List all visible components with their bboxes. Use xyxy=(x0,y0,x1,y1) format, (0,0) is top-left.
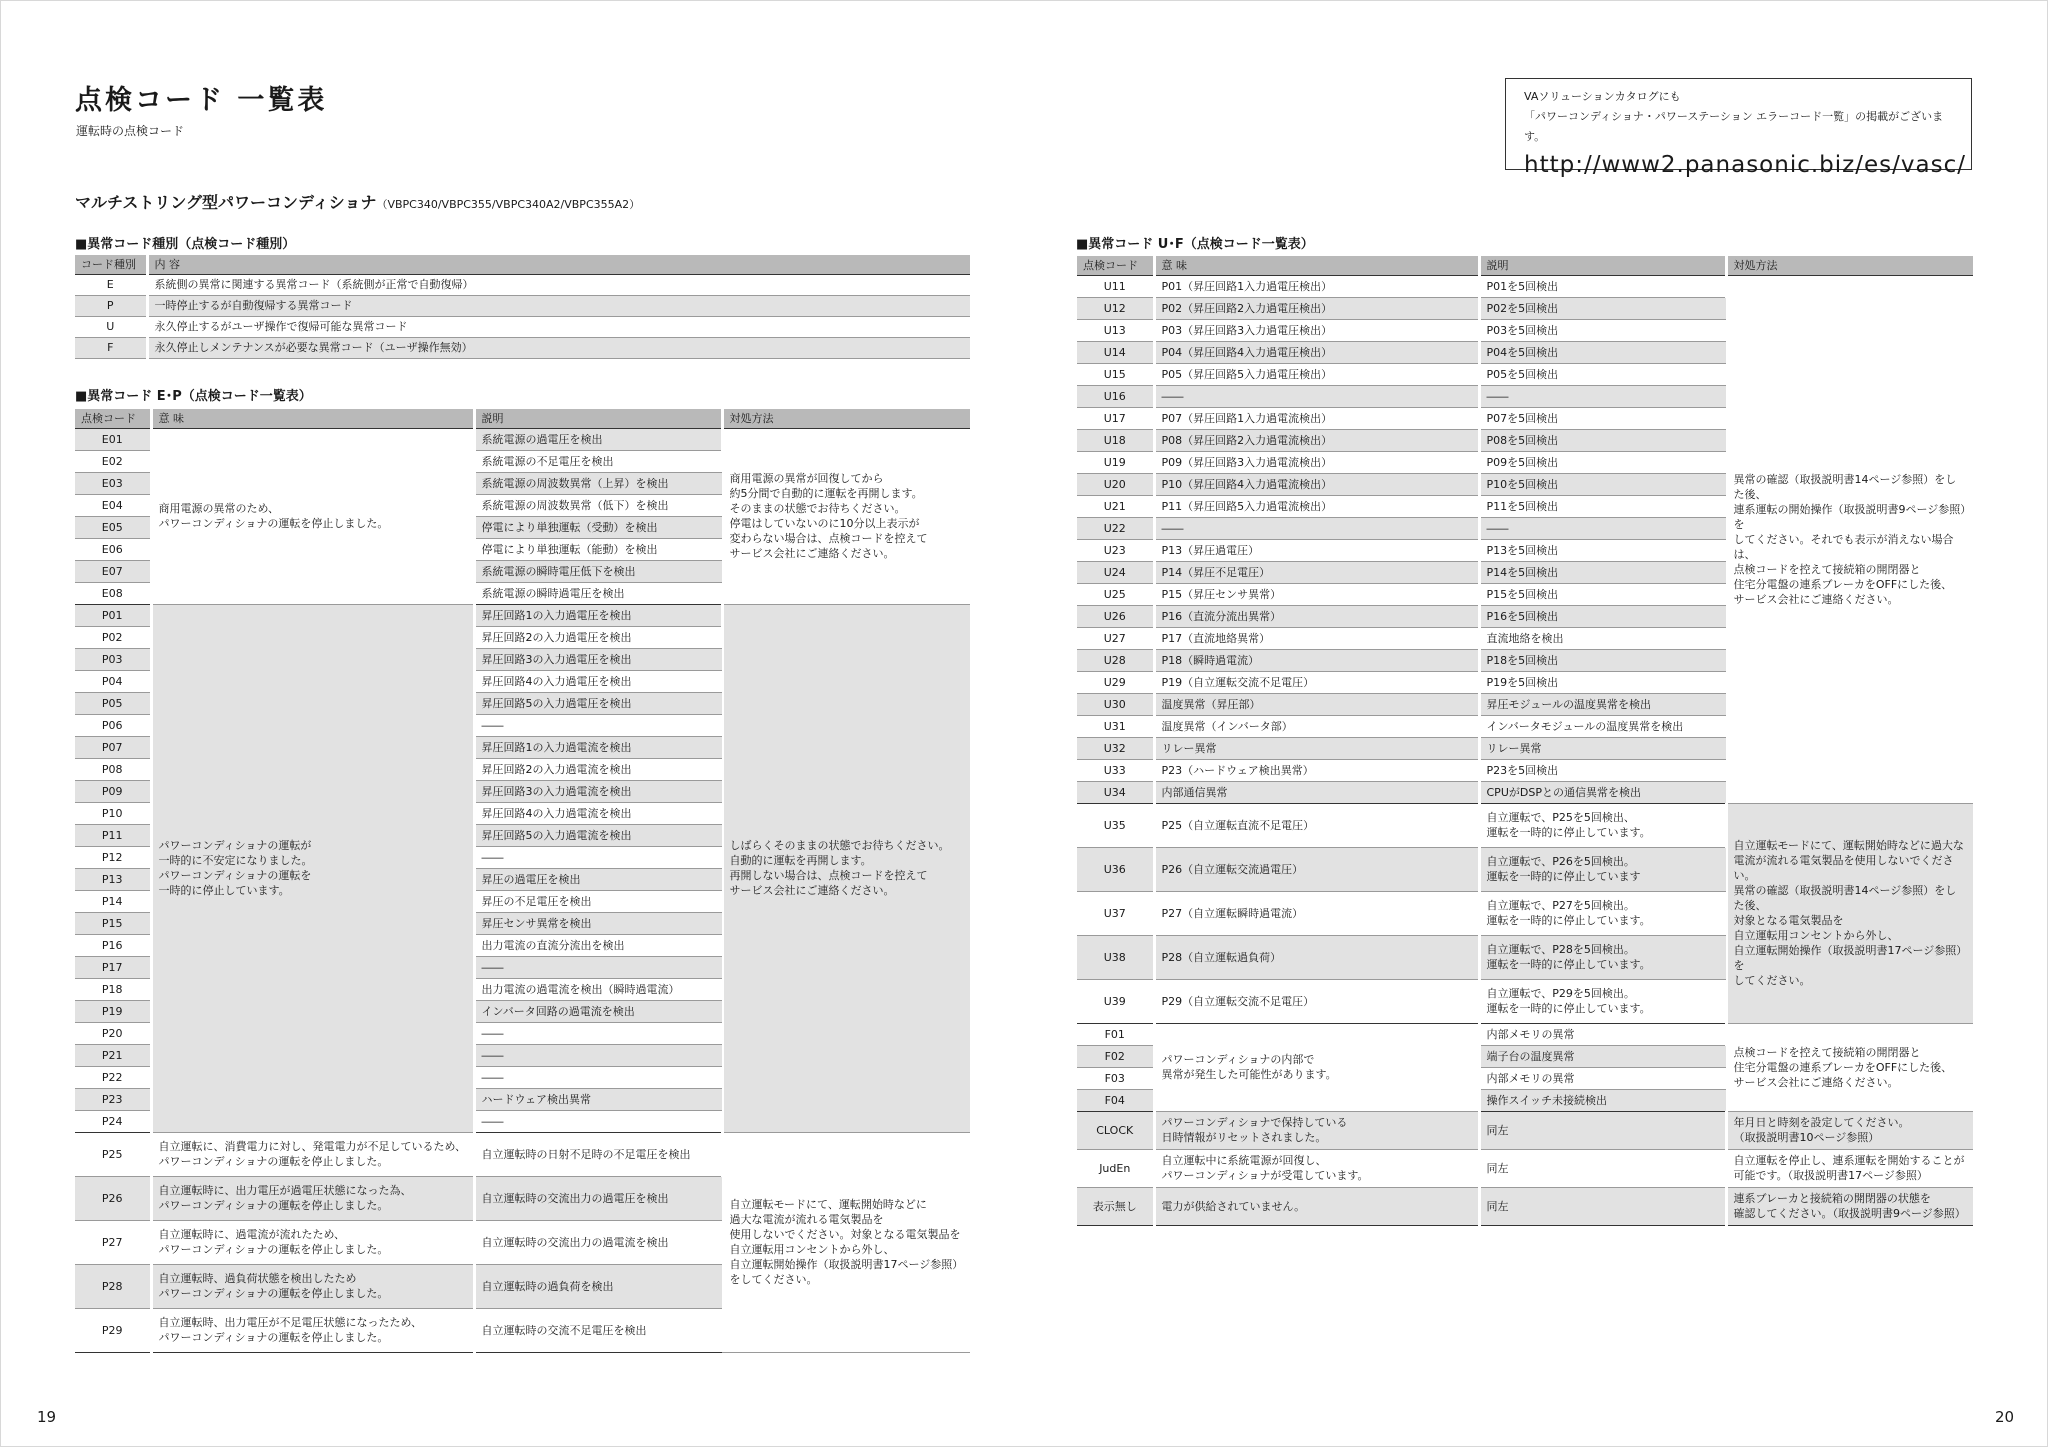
uf-code: 表示無し xyxy=(1077,1187,1154,1225)
uf-meaning: P04（昇圧回路4入力過電圧検出） xyxy=(1154,341,1479,363)
uf-code: U38 xyxy=(1077,935,1154,979)
ep-code: E02 xyxy=(75,450,151,472)
uf-code: U29 xyxy=(1077,671,1154,693)
ep-explanation: ―― xyxy=(474,1066,722,1088)
catalog-url[interactable]: http://www2.panasonic.biz/es/vasc/ xyxy=(1524,152,1966,178)
uf-meaning: P07（昇圧回路1入力過電流検出） xyxy=(1154,407,1479,429)
kind-content: 永久停止するがユーザ操作で復帰可能な異常コード xyxy=(147,316,970,337)
ep-code: E04 xyxy=(75,494,151,516)
ep-heading: ■異常コード E･P（点検コード一覧表） xyxy=(75,389,312,404)
ep-code: E08 xyxy=(75,582,151,604)
uf-meaning: P16（直流分流出異常） xyxy=(1154,605,1479,627)
uf-code: F02 xyxy=(1077,1045,1154,1067)
uf-row xyxy=(1077,803,1973,847)
ep-explanation: 系統電源の周波数異常（上昇）を検出 xyxy=(474,472,722,494)
uf-code: JudEn xyxy=(1077,1149,1154,1187)
uf-code: U31 xyxy=(1077,715,1154,737)
uf-code: U18 xyxy=(1077,429,1154,451)
ep-explanation: 昇圧の不足電圧を検出 xyxy=(474,890,722,912)
ep-meaning: 自立運転時に、過電流が流れたため、 パワーコンディショナの運転を停止しました。 xyxy=(151,1220,474,1264)
uf-explanation: 操作スイッチ未接続検出 xyxy=(1479,1089,1726,1111)
uf-explanation: 端子台の温度異常 xyxy=(1479,1045,1726,1067)
ep-code: P12 xyxy=(75,846,151,868)
uf-explanation: ―― xyxy=(1479,517,1726,539)
uf-explanation: 同左 xyxy=(1479,1111,1726,1149)
uf-code: F04 xyxy=(1077,1089,1154,1111)
ep-code: P22 xyxy=(75,1066,151,1088)
product-name: マルチストリング型パワーコンディショナ xyxy=(75,193,377,212)
uf-explanation: P14を5回検出 xyxy=(1479,561,1726,583)
ep-explanation: ―― xyxy=(474,1110,722,1132)
uf-row xyxy=(1077,1187,1973,1225)
ep-explanation: ―― xyxy=(474,956,722,978)
p-meaning: パワーコンディショナの運転が 一時的に不安定になりました。 パワーコンディショナの運転を 一時的に停止しています。 xyxy=(151,604,474,1132)
ep-explanation: 停電により単独運転（受動）を検出 xyxy=(474,516,722,538)
uf-meaning: P19（自立運転交流不足電圧） xyxy=(1154,671,1479,693)
ep-explanation: 昇圧回路3の入力過電流を検出 xyxy=(474,780,722,802)
page-title: 点検コード 一覧表 xyxy=(75,85,328,116)
code-kinds-table xyxy=(75,255,970,359)
ep-code: P15 xyxy=(75,912,151,934)
uf-code-table xyxy=(1077,256,1973,1226)
uf-code: U26 xyxy=(1077,605,1154,627)
page-number-left: 19 xyxy=(37,1408,57,1426)
uf-explanation: P16を5回検出 xyxy=(1479,605,1726,627)
uf-code: U34 xyxy=(1077,781,1154,803)
uf-meaning: P17（直流地絡異常） xyxy=(1154,627,1479,649)
uf-meaning: 温度異常（昇圧部） xyxy=(1154,693,1479,715)
uf-explanation: インバータモジュールの温度異常を検出 xyxy=(1479,715,1726,737)
ep-code: P24 xyxy=(75,1110,151,1132)
uf-code: U20 xyxy=(1077,473,1154,495)
ep-explanation: 系統電源の不足電圧を検出 xyxy=(474,450,722,472)
ep-code: P27 xyxy=(75,1220,151,1264)
note-line-2: 「パワーコンディショナ・パワーステーション エラーコード一覧」の掲載がございます。 xyxy=(1524,110,1944,143)
kind-content: 永久停止しメンテナンスが必要な異常コード（ユーザ操作無効） xyxy=(147,337,970,358)
ep-code: E06 xyxy=(75,538,151,560)
uf-code: U35 xyxy=(1077,803,1154,847)
uf-meaning: 電力が供給されていません。 xyxy=(1154,1187,1479,1225)
uf-heading: ■異常コード U･F（点検コード一覧表） xyxy=(1076,237,1314,252)
ep-code: P14 xyxy=(75,890,151,912)
kind-code: E xyxy=(75,274,147,295)
uf-meaning: 温度異常（インバータ部） xyxy=(1154,715,1479,737)
uf-explanation: 昇圧モジュールの温度異常を検出 xyxy=(1479,693,1726,715)
ep-row xyxy=(75,1132,970,1176)
kinds-row xyxy=(75,337,970,358)
uf-explanation: P03を5回検出 xyxy=(1479,319,1726,341)
uf-explanation: P05を5回検出 xyxy=(1479,363,1726,385)
u2-action: 自立運転モードにて、運転開始時などに過大な 電流が流れる電気製品を使用しないでください。 異常の確認（取扱説明書14ページ参照）をした後、 対象となる電気製品を 自立運転用コンセントから外し、 自立運転開始操作（取扱説明書17ページ参照）を してください。 xyxy=(1726,803,1973,1023)
kinds-row xyxy=(75,274,970,295)
kind-code: F xyxy=(75,337,147,358)
ep-code: P28 xyxy=(75,1264,151,1308)
uf-explanation: 自立運転で、P25を5回検出、 運転を一時的に停止しています。 xyxy=(1479,803,1726,847)
page-number-right: 20 xyxy=(1995,1408,2015,1426)
uf-explanation: 直流地絡を検出 xyxy=(1479,627,1726,649)
ep-code: P17 xyxy=(75,956,151,978)
uf-explanation: P01を5回検出 xyxy=(1479,275,1726,297)
uf-explanation: リレー異常 xyxy=(1479,737,1726,759)
uf-meaning: P11（昇圧回路5入力過電流検出） xyxy=(1154,495,1479,517)
ep-code: P19 xyxy=(75,1000,151,1022)
ep-explanation: 昇圧回路4の入力過電圧を検出 xyxy=(474,670,722,692)
uf-explanation: P19を5回検出 xyxy=(1479,671,1726,693)
uf-code: U19 xyxy=(1077,451,1154,473)
uf-explanation: P04を5回検出 xyxy=(1479,341,1726,363)
note-line-1: VAソリューションカタログにも xyxy=(1524,90,1681,103)
uf-code: F03 xyxy=(1077,1067,1154,1089)
uf-code: U14 xyxy=(1077,341,1154,363)
ep-meaning: 自立運転時に、出力電圧が過電圧状態になった為、 パワーコンディショナの運転を停止しました。 xyxy=(151,1176,474,1220)
ep-explanation: 自立運転時の日射不足時の不足電圧を検出 xyxy=(474,1132,722,1176)
uf-explanation: P02を5回検出 xyxy=(1479,297,1726,319)
ep-explanation: 昇圧回路1の入力過電圧を検出 xyxy=(474,604,722,626)
uf-explanation: 自立運転で、P27を5回検出。 運転を一時的に停止しています。 xyxy=(1479,891,1726,935)
catalog-note-box xyxy=(1505,78,1972,178)
uf-meaning: P10（昇圧回路4入力過電流検出） xyxy=(1154,473,1479,495)
uf-action: 年月日と時刻を設定してください。 （取扱説明書10ページ参照） xyxy=(1726,1111,1973,1149)
ep-explanation: 系統電源の瞬時電圧低下を検出 xyxy=(474,560,722,582)
ep-code: P08 xyxy=(75,758,151,780)
uf-explanation: P09を5回検出 xyxy=(1479,451,1726,473)
ep-explanation: ―― xyxy=(474,1044,722,1066)
uf-row xyxy=(1077,275,1973,297)
ep-code: P20 xyxy=(75,1022,151,1044)
uf-code: U28 xyxy=(1077,649,1154,671)
uf-meaning: P02（昇圧回路2入力過電圧検出） xyxy=(1154,297,1479,319)
uf-meaning: P08（昇圧回路2入力過電流検出） xyxy=(1154,429,1479,451)
uf-meaning: P29（自立運転交流不足電圧） xyxy=(1154,979,1479,1023)
uf-explanation: 内部メモリの異常 xyxy=(1479,1023,1726,1045)
uf-action: 自立運転を停止し、連系運転を開始することが 可能です。（取扱説明書17ページ参照） xyxy=(1726,1149,1973,1187)
kind-content: 一時停止するが自動復帰する異常コード xyxy=(147,295,970,316)
u-action: 異常の確認（取扱説明書14ページ参照）をした後、 連系運転の開始操作（取扱説明書9ページ参照）を してください。それでも表示が消えない場合は、 点検コードを控えて接続箱の開閉器と 住宅分電盤の連系ブレーカをOFFにした後、 サービス会社にご連絡ください。 xyxy=(1726,275,1973,803)
uf-meaning: ―― xyxy=(1154,517,1479,539)
uf-meaning: リレー異常 xyxy=(1154,737,1479,759)
uf-explanation: 同左 xyxy=(1479,1187,1726,1225)
uf-code: U32 xyxy=(1077,737,1154,759)
ep-meaning: 自立運転時、出力電圧が不足電圧状態になったため、 パワーコンディショナの運転を停止しました。 xyxy=(151,1308,474,1352)
f-meaning: パワーコンディショナの内部で 異常が発生した可能性があります。 xyxy=(1154,1023,1479,1111)
uf-meaning: P28（自立運転過負荷） xyxy=(1154,935,1479,979)
ep-explanation: 自立運転時の交流出力の過電圧を検出 xyxy=(474,1176,722,1220)
uf-code: U21 xyxy=(1077,495,1154,517)
ep-row xyxy=(75,604,970,626)
uf-explanation: P13を5回検出 xyxy=(1479,539,1726,561)
ep-code: P25 xyxy=(75,1132,151,1176)
uf-row xyxy=(1077,1149,1973,1187)
uf-code: U36 xyxy=(1077,847,1154,891)
uf-meaning: P26（自立運転交流過電圧） xyxy=(1154,847,1479,891)
page-subtitle: 運転時の点検コード xyxy=(76,124,185,138)
uf-meaning: P14（昇圧不足電圧） xyxy=(1154,561,1479,583)
ep-code: P07 xyxy=(75,736,151,758)
ep-explanation: 昇圧回路5の入力過電圧を検出 xyxy=(474,692,722,714)
uf-code: U33 xyxy=(1077,759,1154,781)
ep-code: P26 xyxy=(75,1176,151,1220)
ep-code: E05 xyxy=(75,516,151,538)
ep-row xyxy=(75,428,970,450)
uf-explanation: P07を5回検出 xyxy=(1479,407,1726,429)
ep-code: P03 xyxy=(75,648,151,670)
uf-meaning: P09（昇圧回路3入力過電流検出） xyxy=(1154,451,1479,473)
kind-code: P xyxy=(75,295,147,316)
ep-meaning: 自立運転時、過負荷状態を検出したため パワーコンディショナの運転を停止しました。 xyxy=(151,1264,474,1308)
f-action: 点検コードを控えて接続箱の開閉器と 住宅分電盤の連系ブレーカをOFFにした後、 サービス会社にご連絡ください。 xyxy=(1726,1023,1973,1111)
ep-code: P05 xyxy=(75,692,151,714)
uf-meaning: P15（昇圧センサ異常） xyxy=(1154,583,1479,605)
uf-meaning: 内部通信異常 xyxy=(1154,781,1479,803)
uf-explanation: ―― xyxy=(1479,385,1726,407)
ep-explanation: 昇圧回路3の入力過電圧を検出 xyxy=(474,648,722,670)
ep-header-explanation: 説明 xyxy=(474,409,722,428)
uf-header-action: 対処方法 xyxy=(1726,256,1973,275)
ep-header-meaning: 意 味 xyxy=(151,409,474,428)
ep-code: P02 xyxy=(75,626,151,648)
uf-code: U30 xyxy=(1077,693,1154,715)
ep-code: P06 xyxy=(75,714,151,736)
uf-code: U15 xyxy=(1077,363,1154,385)
product-heading xyxy=(75,190,640,213)
ep-code: P23 xyxy=(75,1088,151,1110)
ep-code: P16 xyxy=(75,934,151,956)
uf-code: F01 xyxy=(1077,1023,1154,1045)
uf-code: U22 xyxy=(1077,517,1154,539)
uf-explanation: P10を5回検出 xyxy=(1479,473,1726,495)
uf-header-explanation: 説明 xyxy=(1479,256,1726,275)
ep-explanation: ハードウェア検出異常 xyxy=(474,1088,722,1110)
uf-meaning: P13（昇圧過電圧） xyxy=(1154,539,1479,561)
uf-action: 連系ブレーカと接続箱の開閉器の状態を 確認してください。（取扱説明書9ページ参照） xyxy=(1726,1187,1973,1225)
uf-code: U37 xyxy=(1077,891,1154,935)
ep-explanation: 自立運転時の過負荷を検出 xyxy=(474,1264,722,1308)
e-action: 商用電源の異常が回復してから 約5分間で自動的に運転を再開します。 そのままの状態でお待ちください。 停電はしていないのに10分以上表示が 変わらない場合は、点検コードを控えて サービス会社にご連絡ください。 xyxy=(722,428,970,604)
ep-code: P11 xyxy=(75,824,151,846)
ep-code: P01 xyxy=(75,604,151,626)
ep-code: P09 xyxy=(75,780,151,802)
uf-code: U27 xyxy=(1077,627,1154,649)
ep-explanation: ―― xyxy=(474,714,722,736)
ep-explanation: ―― xyxy=(474,1022,722,1044)
ep-explanation: ―― xyxy=(474,846,722,868)
ep-code: P18 xyxy=(75,978,151,1000)
uf-explanation: 同左 xyxy=(1479,1149,1726,1187)
uf-explanation: 自立運転で、P29を5回検出。 運転を一時的に停止しています。 xyxy=(1479,979,1726,1023)
uf-code: U17 xyxy=(1077,407,1154,429)
uf-code: U25 xyxy=(1077,583,1154,605)
uf-meaning: P25（自立運転直流不足電圧） xyxy=(1154,803,1479,847)
uf-meaning: パワーコンディショナで保持している 日時情報がリセットされました。 xyxy=(1154,1111,1479,1149)
ep-explanation: 自立運転時の交流出力の過電流を検出 xyxy=(474,1220,722,1264)
uf-meaning: P27（自立運転瞬時過電流） xyxy=(1154,891,1479,935)
ep-explanation: 自立運転時の交流不足電圧を検出 xyxy=(474,1308,722,1352)
uf-explanation: P23を5回検出 xyxy=(1479,759,1726,781)
uf-meaning: P01（昇圧回路1入力過電圧検出） xyxy=(1154,275,1479,297)
uf-explanation: 自立運転で、P28を5回検出。 運転を一時的に停止しています。 xyxy=(1479,935,1726,979)
uf-meaning: P23（ハードウェア検出異常） xyxy=(1154,759,1479,781)
ep-code: P13 xyxy=(75,868,151,890)
uf-code: U39 xyxy=(1077,979,1154,1023)
e-meaning: 商用電源の異常のため、 パワーコンディショナの運転を停止しました。 xyxy=(151,428,474,604)
uf-code: U13 xyxy=(1077,319,1154,341)
uf-row xyxy=(1077,1023,1973,1045)
uf-header-meaning: 意 味 xyxy=(1154,256,1479,275)
ep-explanation: 系統電源の過電圧を検出 xyxy=(474,428,722,450)
ep-code: E01 xyxy=(75,428,151,450)
uf-code: U23 xyxy=(1077,539,1154,561)
kinds-header-content: 内 容 xyxy=(147,255,970,274)
kinds-header-code: コード種別 xyxy=(75,255,147,274)
ep-explanation: 昇圧センサ異常を検出 xyxy=(474,912,722,934)
ep-explanation: 停電により単独運転（能動）を検出 xyxy=(474,538,722,560)
ep-code-table xyxy=(75,409,970,1353)
ep-explanation: 昇圧の過電圧を検出 xyxy=(474,868,722,890)
uf-meaning: P05（昇圧回路5入力過電圧検出） xyxy=(1154,363,1479,385)
ep-explanation: 昇圧回路4の入力過電流を検出 xyxy=(474,802,722,824)
uf-code: U12 xyxy=(1077,297,1154,319)
ep-explanation: 系統電源の瞬時過電圧を検出 xyxy=(474,582,722,604)
uf-explanation: 内部メモリの異常 xyxy=(1479,1067,1726,1089)
uf-header-code: 点検コード xyxy=(1077,256,1154,275)
ep-code: P21 xyxy=(75,1044,151,1066)
ep-explanation: 昇圧回路2の入力過電圧を検出 xyxy=(474,626,722,648)
uf-code: U11 xyxy=(1077,275,1154,297)
ep-code: P29 xyxy=(75,1308,151,1352)
uf-meaning: P03（昇圧回路3入力過電圧検出） xyxy=(1154,319,1479,341)
ep-explanation: 昇圧回路1の入力過電流を検出 xyxy=(474,736,722,758)
ep-explanation: 昇圧回路2の入力過電流を検出 xyxy=(474,758,722,780)
p-action: しばらくそのままの状態でお待ちください。 自動的に運転を再開します。 再開しない場合は、点検コードを控えて サービス会社にご連絡ください。 xyxy=(722,604,970,1132)
ep-code: P04 xyxy=(75,670,151,692)
ep-explanation: 系統電源の周波数異常（低下）を検出 xyxy=(474,494,722,516)
ep-header-action: 対処方法 xyxy=(722,409,970,428)
ep-code: E07 xyxy=(75,560,151,582)
kind-content: 系統側の異常に関連する異常コード（系統側が正常で自動復帰） xyxy=(147,274,970,295)
ep-code: P10 xyxy=(75,802,151,824)
uf-explanation: CPUがDSPとの通信異常を検出 xyxy=(1479,781,1726,803)
ep-explanation: インバータ回路の過電流を検出 xyxy=(474,1000,722,1022)
ep-explanation: 出力電流の直流分流出を検出 xyxy=(474,934,722,956)
product-models: （VBPC340/VBPC355/VBPC340A2/VBPC355A2） xyxy=(376,198,641,211)
kinds-row xyxy=(75,295,970,316)
uf-meaning: ―― xyxy=(1154,385,1479,407)
p2-action: 自立運転モードにて、運転開始時などに 過大な電流が流れる電気製品を 使用しないでください。対象となる電気製品を 自立運転用コンセントから外し、 自立運転開始操作（取扱説明書17ページ参照） をしてください。 xyxy=(722,1132,970,1352)
uf-row xyxy=(1077,1111,1973,1149)
ep-header-code: 点検コード xyxy=(75,409,151,428)
uf-explanation: P18を5回検出 xyxy=(1479,649,1726,671)
uf-explanation: 自立運転で、P26を5回検出。 運転を一時的に停止しています xyxy=(1479,847,1726,891)
ep-explanation: 昇圧回路5の入力過電流を検出 xyxy=(474,824,722,846)
ep-explanation: 出力電流の過電流を検出（瞬時過電流） xyxy=(474,978,722,1000)
uf-code: CLOCK xyxy=(1077,1111,1154,1149)
uf-explanation: P15を5回検出 xyxy=(1479,583,1726,605)
kind-code: U xyxy=(75,316,147,337)
kinds-heading: ■異常コード種別（点検コード種別） xyxy=(75,237,296,252)
kinds-row xyxy=(75,316,970,337)
uf-explanation: P08を5回検出 xyxy=(1479,429,1726,451)
ep-meaning: 自立運転に、消費電力に対し、発電電力が不足しているため、 パワーコンディショナの運転を停止しました。 xyxy=(151,1132,474,1176)
uf-meaning: 自立運転中に系統電源が回復し、 パワーコンディショナが受電しています。 xyxy=(1154,1149,1479,1187)
uf-meaning: P18（瞬時過電流） xyxy=(1154,649,1479,671)
uf-code: U24 xyxy=(1077,561,1154,583)
uf-explanation: P11を5回検出 xyxy=(1479,495,1726,517)
uf-code: U16 xyxy=(1077,385,1154,407)
ep-code: E03 xyxy=(75,472,151,494)
